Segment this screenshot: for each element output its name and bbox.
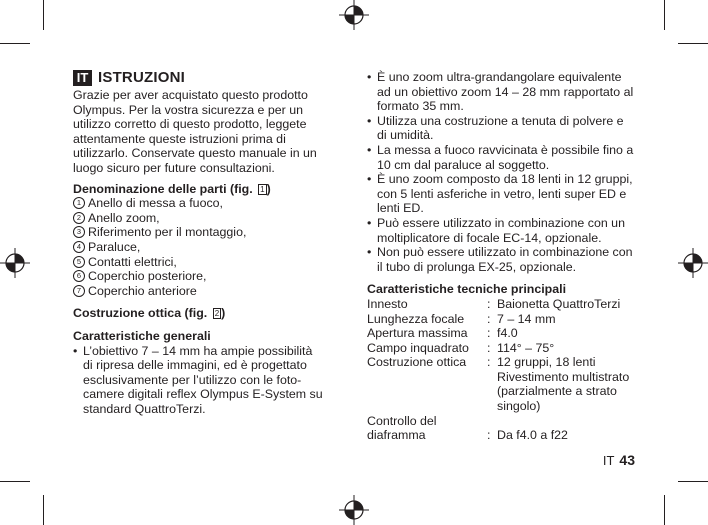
bullet-text: È uno zoom ultra-grandangolare equivalente ad un obiettivo zoom 14 – 28 mm rapportato al formato 35 mm. — [377, 70, 634, 114]
list-item — [73, 196, 323, 211]
spec-colon: : — [487, 311, 491, 326]
table-row — [367, 414, 635, 443]
spec-colon: : — [487, 428, 491, 443]
features-list — [367, 70, 635, 274]
section-title — [73, 70, 323, 86]
list-item — [367, 143, 635, 172]
table-row — [367, 326, 635, 341]
parts-heading-text: Denominazione delle parti (fig. — [73, 181, 253, 196]
part-label: Anello di messa a fuoco, — [88, 196, 223, 211]
parts-heading: Denominazione delle parti (fig. 1 ) — [73, 181, 271, 196]
registration-mark-icon — [678, 248, 708, 278]
bullet-text: L’obiettivo 7 – 14 mm ha ampie possibilità di ripresa delle immagini, ed è progettato esclusivamente per l’utilizzo con le foto-camere digitali reflex Olympus E-System su standard QuattroTerzi. — [83, 343, 323, 416]
figure-ref-icon: 2 — [214, 309, 220, 319]
spec-value: 114° – 75° — [497, 340, 555, 355]
spec-key: Apertura massima — [367, 326, 468, 341]
table-row — [367, 297, 635, 312]
bullet-text: Non può essere utilizzato in combinazione con il tubo di prolunga EX-25, opzionale. — [377, 245, 633, 274]
spec-colon: : — [487, 355, 491, 370]
specs-table — [367, 297, 635, 443]
list-item — [367, 245, 635, 274]
bullet-icon: • — [367, 142, 372, 157]
trim-mark — [678, 481, 708, 482]
list-item — [367, 216, 635, 245]
part-label: Coperchio posteriore, — [88, 269, 207, 284]
spec-value: f4.0 — [497, 326, 518, 341]
trim-mark — [0, 43, 30, 44]
spec-key: Campo inquadrato — [367, 340, 469, 355]
spec-value: 7 – 14 mm — [497, 311, 556, 326]
circled-number: 7 — [73, 285, 85, 297]
spec-colon: : — [487, 326, 491, 341]
spec-key: Costruzione ottica — [367, 355, 467, 370]
part-label: Coperchio anteriore — [88, 283, 197, 298]
page-title: ISTRUZIONI — [98, 68, 185, 86]
list-item — [73, 255, 323, 270]
list-item — [73, 284, 323, 299]
list-item — [73, 240, 323, 255]
list-item — [367, 114, 635, 143]
list-item — [73, 225, 323, 240]
bullet-icon: • — [367, 245, 372, 260]
list-item — [73, 269, 323, 284]
registration-mark-icon — [0, 248, 30, 278]
trim-mark — [43, 0, 44, 30]
general-bullets — [73, 344, 323, 417]
bullet-icon: • — [367, 215, 372, 230]
bullet-text: Utilizza una costruzione a tenuta di polvere e di umidità. — [377, 113, 624, 143]
page-footer — [603, 452, 635, 468]
left-column — [73, 70, 323, 416]
circled-number: 4 — [73, 241, 85, 253]
page-number: 43 — [619, 452, 635, 468]
circled-number: 6 — [73, 270, 85, 282]
circled-number: 3 — [73, 226, 85, 238]
registration-mark-icon — [339, 495, 369, 525]
bullet-text: È uno zoom composto da 18 lenti in 12 gruppi, con 5 lenti asferiche in vetro, lenti super ED e lenti ED. — [377, 172, 633, 216]
part-label: Anello zoom, — [88, 210, 160, 225]
trim-mark — [664, 0, 665, 30]
spec-colon: : — [487, 340, 491, 355]
list-item — [73, 344, 323, 417]
spec-colon: : — [487, 296, 491, 311]
trim-mark — [664, 495, 665, 525]
bullet-text: Può essere utilizzato in combinazione con un moltiplicatore di focale EC-14, opzionale. — [377, 215, 625, 245]
general-heading: Caratteristiche generali — [73, 328, 211, 343]
footer-lang: IT — [602, 453, 615, 468]
list-item — [367, 172, 635, 216]
bullet-icon: • — [367, 172, 372, 187]
registration-mark-icon — [339, 0, 369, 30]
trim-mark — [43, 495, 44, 525]
spec-value: Da f4.0 a f22 — [497, 428, 568, 443]
part-label: Riferimento per il montaggio, — [88, 225, 247, 240]
spec-key: Lunghezza focale — [367, 311, 465, 326]
construction-heading-text: Costruzione ottica (fig. — [73, 306, 208, 321]
trim-mark — [0, 481, 30, 482]
part-label: Contatti elettrici, — [88, 254, 177, 269]
circled-number: 2 — [73, 212, 85, 224]
language-badge: IT — [73, 70, 92, 86]
bullet-text: La messa a fuoco ravvicinata è possibile fino a 10 cm dal paraluce al soggetto. — [377, 142, 634, 172]
bullet-icon: • — [73, 343, 78, 358]
circled-number: 1 — [73, 197, 85, 209]
spec-value: Baionetta QuattroTerzi — [497, 296, 621, 311]
figure-ref-icon: 1 — [260, 184, 265, 194]
table-row — [367, 341, 635, 356]
bullet-icon: • — [367, 70, 372, 84]
part-label: Paraluce, — [88, 239, 141, 254]
intro-paragraph: Grazie per aver acquistato questo prodotto Olympus. Per la vostra sicurezza e per un utilizzo corretto di questo prodotto, leggete attentamente queste istruzioni prima di utilizzarlo. Conservate questo manuale in un luogo sicuro per future consultazioni. — [73, 88, 317, 175]
trim-mark — [678, 43, 708, 44]
table-row — [367, 312, 635, 327]
bullet-icon: • — [367, 113, 372, 128]
spec-key: Innesto — [367, 296, 408, 311]
construction-heading: Costruzione ottica (fig. 2 ) — [73, 306, 226, 321]
list-item — [367, 70, 635, 114]
table-row — [367, 355, 635, 413]
spec-key: Controllo del diaframma — [367, 413, 437, 443]
specs-heading: Caratteristiche tecniche principali — [367, 282, 567, 297]
parts-list — [73, 196, 323, 298]
right-column — [367, 70, 635, 443]
list-item — [73, 211, 323, 226]
spec-value: 12 gruppi, 18 lenti Rivestimento multistrato (parzialmente a strato singolo) — [497, 355, 630, 414]
circled-number: 5 — [73, 256, 85, 268]
